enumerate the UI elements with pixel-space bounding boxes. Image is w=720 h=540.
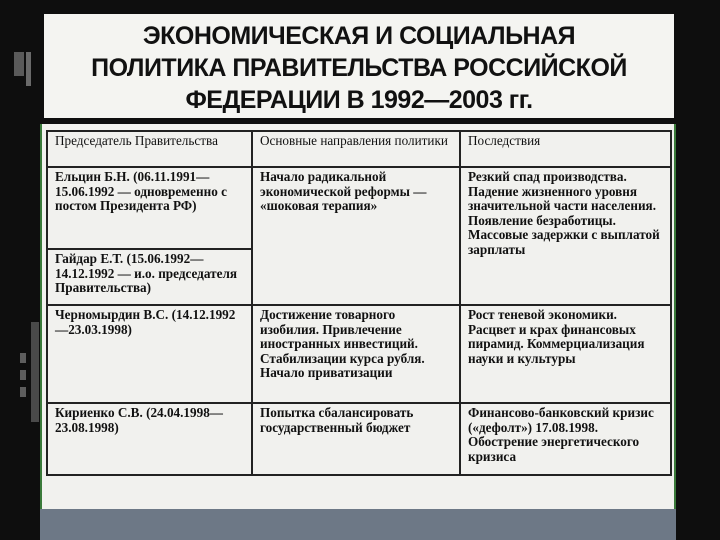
cell-policy: Достижение товарного изобилия. Привлечение иностранных инвестиций. Стабилизации курса рубля. Начало приватизации xyxy=(252,305,460,403)
table-panel xyxy=(40,124,676,540)
cell-consequences: Рост теневой экономики. Расцвет и крах финансовых пирамид. Коммерциализация науки и культуры xyxy=(460,305,671,403)
title-line-1: ЭКОНОМИЧЕСКАЯ И СОЦИАЛЬНАЯ xyxy=(142,22,576,50)
cell-consequences: Резкий спад производства. Падение жизненного уровня значительной части населения. Появление безработицы. Массовые задержки с выплатой зарплаты xyxy=(460,167,671,305)
cell-chair: Черномырдин В.С. (14.12.1992—23.03.1998) xyxy=(47,305,252,403)
table-row xyxy=(47,167,671,249)
policy-table xyxy=(46,130,672,476)
title-panel xyxy=(44,14,674,118)
decor-square xyxy=(20,370,26,380)
decor-block xyxy=(14,52,24,76)
header-chair: Председатель Правительства xyxy=(47,131,252,167)
table-row xyxy=(47,403,671,475)
cell-chair: Ельцин Б.Н. (06.11.1991—15.06.1992 — одновременно с постом Президента РФ) xyxy=(47,167,252,249)
cell-chair: Кириенко С.В. (24.04.1998—23.08.1998) xyxy=(47,403,252,475)
cell-chair: Гайдар Е.Т. (15.06.1992—14.12.1992 — и.о. председателя Правительства) xyxy=(47,249,252,305)
slide-footer-strip xyxy=(40,509,676,540)
decor-square xyxy=(20,387,26,397)
table-header-row xyxy=(47,131,671,167)
decor-bar xyxy=(31,322,39,422)
header-policy: Основные направления политики xyxy=(252,131,460,167)
cell-policy: Попытка сбалансировать государственный бюджет xyxy=(252,403,460,475)
cell-policy: Начало радикальной экономической реформы — «шоковая терапия» xyxy=(252,167,460,305)
title-line-2: ПОЛИТИКА ПРАВИТЕЛЬСТВА РОССИЙСКОЙ xyxy=(91,54,627,82)
table-row xyxy=(47,305,671,403)
slide-title xyxy=(44,20,674,116)
header-consequences: Последствия xyxy=(460,131,671,167)
cell-consequences: Финансово-банковский кризис («дефолт») 17.08.1998. Обострение энергетического кризиса xyxy=(460,403,671,475)
decor-square xyxy=(20,353,26,363)
title-line-3: ФЕДЕРАЦИИ В 1992—2003 гг. xyxy=(185,86,533,114)
decor-block xyxy=(26,52,31,86)
